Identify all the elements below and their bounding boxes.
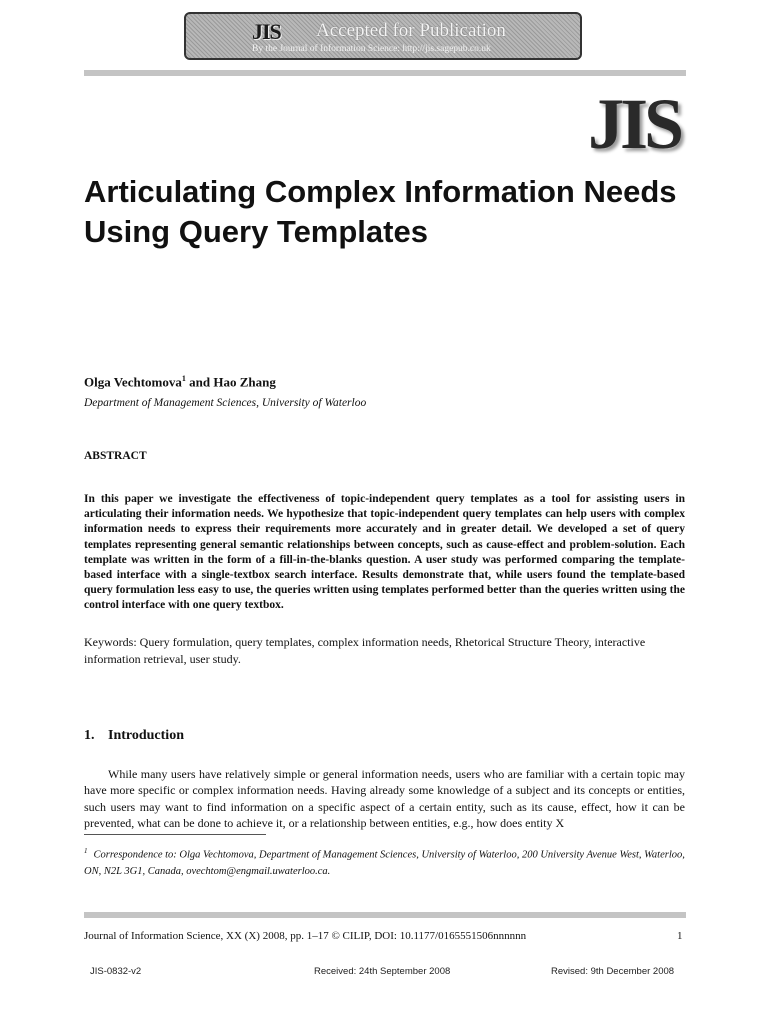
author-secondary: and Hao Zhang — [185, 374, 276, 390]
header-rule — [84, 70, 686, 76]
banner-logo: JIS — [252, 19, 281, 44]
journal-logo: JIS — [588, 84, 681, 164]
manuscript-id: JIS-0832-v2 — [90, 966, 142, 977]
affiliation: Department of Management Sciences, University of Waterloo — [84, 397, 367, 409]
paper-title: Articulating Complex Information Needs Using Query Templates — [84, 174, 677, 249]
intro-paragraph: While many users have relatively simple or general information needs, users who are familiar with a certain topic may have more specific or complex information needs. Having already some knowledge of a subject and its concepts or entities, such users may want to find information on a specific aspect of a certain entity, such as its cause, effect, how it can be prevented, what can be done to achieve it, or a relationship between entities, e.g., how does entity X — [84, 767, 685, 830]
section-number: 1. — [84, 728, 95, 743]
page-number: 1 — [677, 930, 683, 942]
authors — [84, 374, 276, 390]
journal-citation: Journal of Information Science, XX (X) 2008, pp. 1–17 © CILIP, DOI: 10.1177/0165551506nnnnnn — [84, 930, 527, 942]
footnote-rule — [84, 834, 266, 835]
received-date: Received: 24th September 2008 — [314, 966, 451, 977]
footer-rule — [84, 912, 686, 918]
banner-title: Accepted for Publication — [316, 20, 506, 41]
banner-subtitle: By the Journal of Information Science: http://jis.sagepub.co.uk — [252, 44, 491, 54]
author-primary: Olga Vechtomova — [84, 374, 182, 390]
footnote-mark: 1 — [84, 847, 88, 855]
section-heading — [84, 728, 184, 744]
acceptance-banner — [184, 12, 582, 60]
abstract-heading: ABSTRACT — [84, 450, 147, 462]
revised-date: Revised: 9th December 2008 — [551, 966, 675, 977]
keywords: Keywords: Query formulation, query templates, complex information needs, Rhetorical Structure Theory, interactive information retrieval, user study. — [84, 635, 646, 666]
footnote-text: Correspondence to: Olga Vechtomova, Department of Management Sciences, University of Waterloo, 200 University Avenue West, Waterloo, ON, N2L 3G1, Canada, ovechtom@engmail.uwaterloo.ca. — [84, 849, 685, 877]
footnote — [84, 843, 685, 880]
abstract-text: In this paper we investigate the effectiveness of topic-independent query templates as a tool for assisting users in articulating their information needs. We hypothesize that topic-independent query templates can help users with complex information needs to express their requirements more accurately and in greater detail. We developed a set of query templates representing general semantic relationships between concepts, such as cause-effect and problem-solution. Each template was written in the form of a fill-in-the-blanks question. A user study was performed comparing the template-based interface with a single-textbox search interface. Results demonstrate that, while users found the template-based query formulation less easy to use, the queries written using templates performed better than the queries written using the control interface with one query textbox. — [84, 493, 685, 612]
author-footnote-mark: 1 — [181, 374, 186, 383]
section-title: Introduction — [108, 728, 184, 743]
